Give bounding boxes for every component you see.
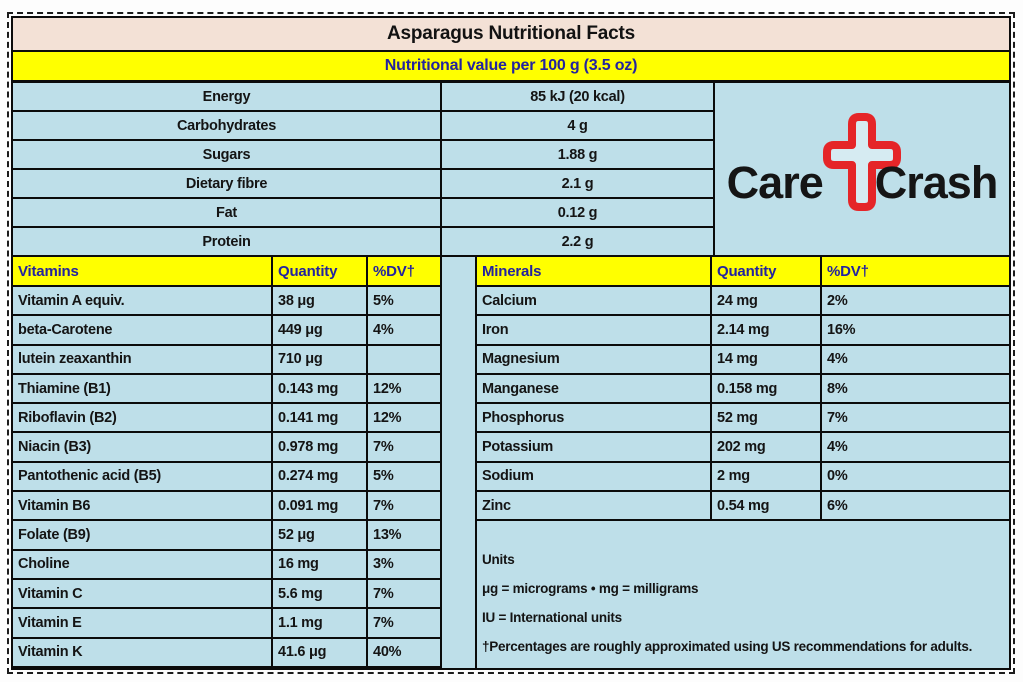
vitamin-dv-cell: 5% <box>368 287 442 316</box>
vitamin-name-cell: Niacin (B3) <box>13 433 273 462</box>
vitamin-quantity-cell: 0.978 mg <box>273 433 368 462</box>
mineral-quantity-cell: 52 mg <box>712 404 822 433</box>
nutrition-label <box>11 16 1011 670</box>
mineral-dv-cell: 7% <box>822 404 1009 433</box>
vitamins-table <box>13 257 442 668</box>
vitamin-dv-cell: 7% <box>368 580 442 609</box>
vitamin-quantity-cell: 16 mg <box>273 551 368 580</box>
mineral-name-cell: Zinc <box>477 492 712 521</box>
vitamin-quantity-cell: 5.6 mg <box>273 580 368 609</box>
vitamin-quantity-cell: 1.1 mg <box>273 609 368 638</box>
mineral-quantity-cell: 2.14 mg <box>712 316 822 345</box>
vitamin-name-cell: Folate (B9) <box>13 521 273 550</box>
mineral-quantity-cell: 202 mg <box>712 433 822 462</box>
mineral-dv-cell: 6% <box>822 492 1009 521</box>
vitamin-name-cell: Vitamin E <box>13 609 273 638</box>
summary-row-label: Protein <box>13 228 442 257</box>
vitamins-dv-header: %DV† <box>368 257 442 287</box>
vitamin-dv-cell <box>368 346 442 375</box>
vitamin-dv-cell: 5% <box>368 463 442 492</box>
summary-row-value: 1.88 g <box>442 141 715 170</box>
mineral-quantity-cell: 0.158 mg <box>712 375 822 404</box>
mineral-quantity-cell: 0.54 mg <box>712 492 822 521</box>
vitamin-name-cell: Pantothenic acid (B5) <box>13 463 273 492</box>
vitamin-name-cell: Thiamine (B1) <box>13 375 273 404</box>
serving-size-subtitle: Nutritional value per 100 g (3.5 oz) <box>13 52 1009 83</box>
summary-table <box>13 83 1009 257</box>
brand-logo <box>715 83 1009 257</box>
mineral-dv-cell: 8% <box>822 375 1009 404</box>
minerals-quantity-header: Quantity <box>712 257 822 287</box>
vitamin-dv-cell: 40% <box>368 639 442 668</box>
vitamins-quantity-header: Quantity <box>273 257 368 287</box>
mineral-dv-cell: 0% <box>822 463 1009 492</box>
mineral-name-cell: Calcium <box>477 287 712 316</box>
vitamin-name-cell: Riboflavin (B2) <box>13 404 273 433</box>
table-gap-strip <box>442 257 475 668</box>
vitamin-dv-cell: 7% <box>368 492 442 521</box>
vitamin-quantity-cell: 41.6 μg <box>273 639 368 668</box>
units-line-dv-footnote: †Percentages are roughly approximated using US recommendations for adults. <box>482 639 973 655</box>
units-line-micrograms: μg = micrograms • mg = milligrams <box>482 581 699 597</box>
brand-logo-text <box>715 157 1009 209</box>
mineral-dv-cell: 4% <box>822 433 1009 462</box>
vitamin-dv-cell: 13% <box>368 521 442 550</box>
vitamin-quantity-cell: 52 μg <box>273 521 368 550</box>
summary-row-value: 0.12 g <box>442 199 715 228</box>
vitamin-quantity-cell: 38 μg <box>273 287 368 316</box>
mineral-name-cell: Magnesium <box>477 346 712 375</box>
mineral-quantity-cell: 2 mg <box>712 463 822 492</box>
vitamin-dv-cell: 3% <box>368 551 442 580</box>
summary-row-label: Sugars <box>13 141 442 170</box>
summary-row-label: Carbohydrates <box>13 112 442 141</box>
mineral-quantity-cell: 24 mg <box>712 287 822 316</box>
vitamin-quantity-cell: 0.274 mg <box>273 463 368 492</box>
summary-row-value: 2.1 g <box>442 170 715 199</box>
mineral-name-cell: Sodium <box>477 463 712 492</box>
vitamin-name-cell: Choline <box>13 551 273 580</box>
mineral-dv-cell: 16% <box>822 316 1009 345</box>
summary-row-value: 85 kJ (20 kcal) <box>442 83 715 112</box>
mineral-name-cell: Iron <box>477 316 712 345</box>
summary-row-value: 2.2 g <box>442 228 715 257</box>
summary-row-label: Dietary fibre <box>13 170 442 199</box>
vitamin-quantity-cell: 0.091 mg <box>273 492 368 521</box>
mineral-dv-cell: 2% <box>822 287 1009 316</box>
nutrition-label-frame <box>7 12 1015 674</box>
brand-word-care: Care <box>726 157 823 208</box>
page-title: Asparagus Nutritional Facts <box>13 18 1009 52</box>
vitamin-dv-cell: 4% <box>368 316 442 345</box>
minerals-dv-header: %DV† <box>822 257 1009 287</box>
minerals-table <box>477 257 1009 521</box>
vitamin-name-cell: Vitamin C <box>13 580 273 609</box>
units-line-iu: IU = International units <box>482 610 622 626</box>
vitamin-dv-cell: 12% <box>368 375 442 404</box>
brand-word-crash: Crash <box>874 157 998 208</box>
vitamin-name-cell: beta-Carotene <box>13 316 273 345</box>
vitamin-quantity-cell: 0.143 mg <box>273 375 368 404</box>
summary-row-value: 4 g <box>442 112 715 141</box>
vitamin-dv-cell: 7% <box>368 433 442 462</box>
mineral-name-cell: Phosphorus <box>477 404 712 433</box>
vitamin-dv-cell: 7% <box>368 609 442 638</box>
mineral-quantity-cell: 14 mg <box>712 346 822 375</box>
mineral-dv-cell: 4% <box>822 346 1009 375</box>
minerals-column <box>475 257 1009 668</box>
vitamin-name-cell: lutein zeaxanthin <box>13 346 273 375</box>
detail-tables <box>13 257 1009 668</box>
vitamin-quantity-cell: 710 μg <box>273 346 368 375</box>
vitamins-header: Vitamins <box>13 257 273 287</box>
units-heading: Units <box>482 552 515 568</box>
mineral-name-cell: Manganese <box>477 375 712 404</box>
minerals-header: Minerals <box>477 257 712 287</box>
vitamin-quantity-cell: 0.141 mg <box>273 404 368 433</box>
vitamin-dv-cell: 12% <box>368 404 442 433</box>
vitamin-name-cell: Vitamin A equiv. <box>13 287 273 316</box>
vitamin-quantity-cell: 449 μg <box>273 316 368 345</box>
units-note <box>477 521 1009 668</box>
mineral-name-cell: Potassium <box>477 433 712 462</box>
vitamin-name-cell: Vitamin K <box>13 639 273 668</box>
vitamin-name-cell: Vitamin B6 <box>13 492 273 521</box>
summary-row-label: Fat <box>13 199 442 228</box>
summary-row-label: Energy <box>13 83 442 112</box>
